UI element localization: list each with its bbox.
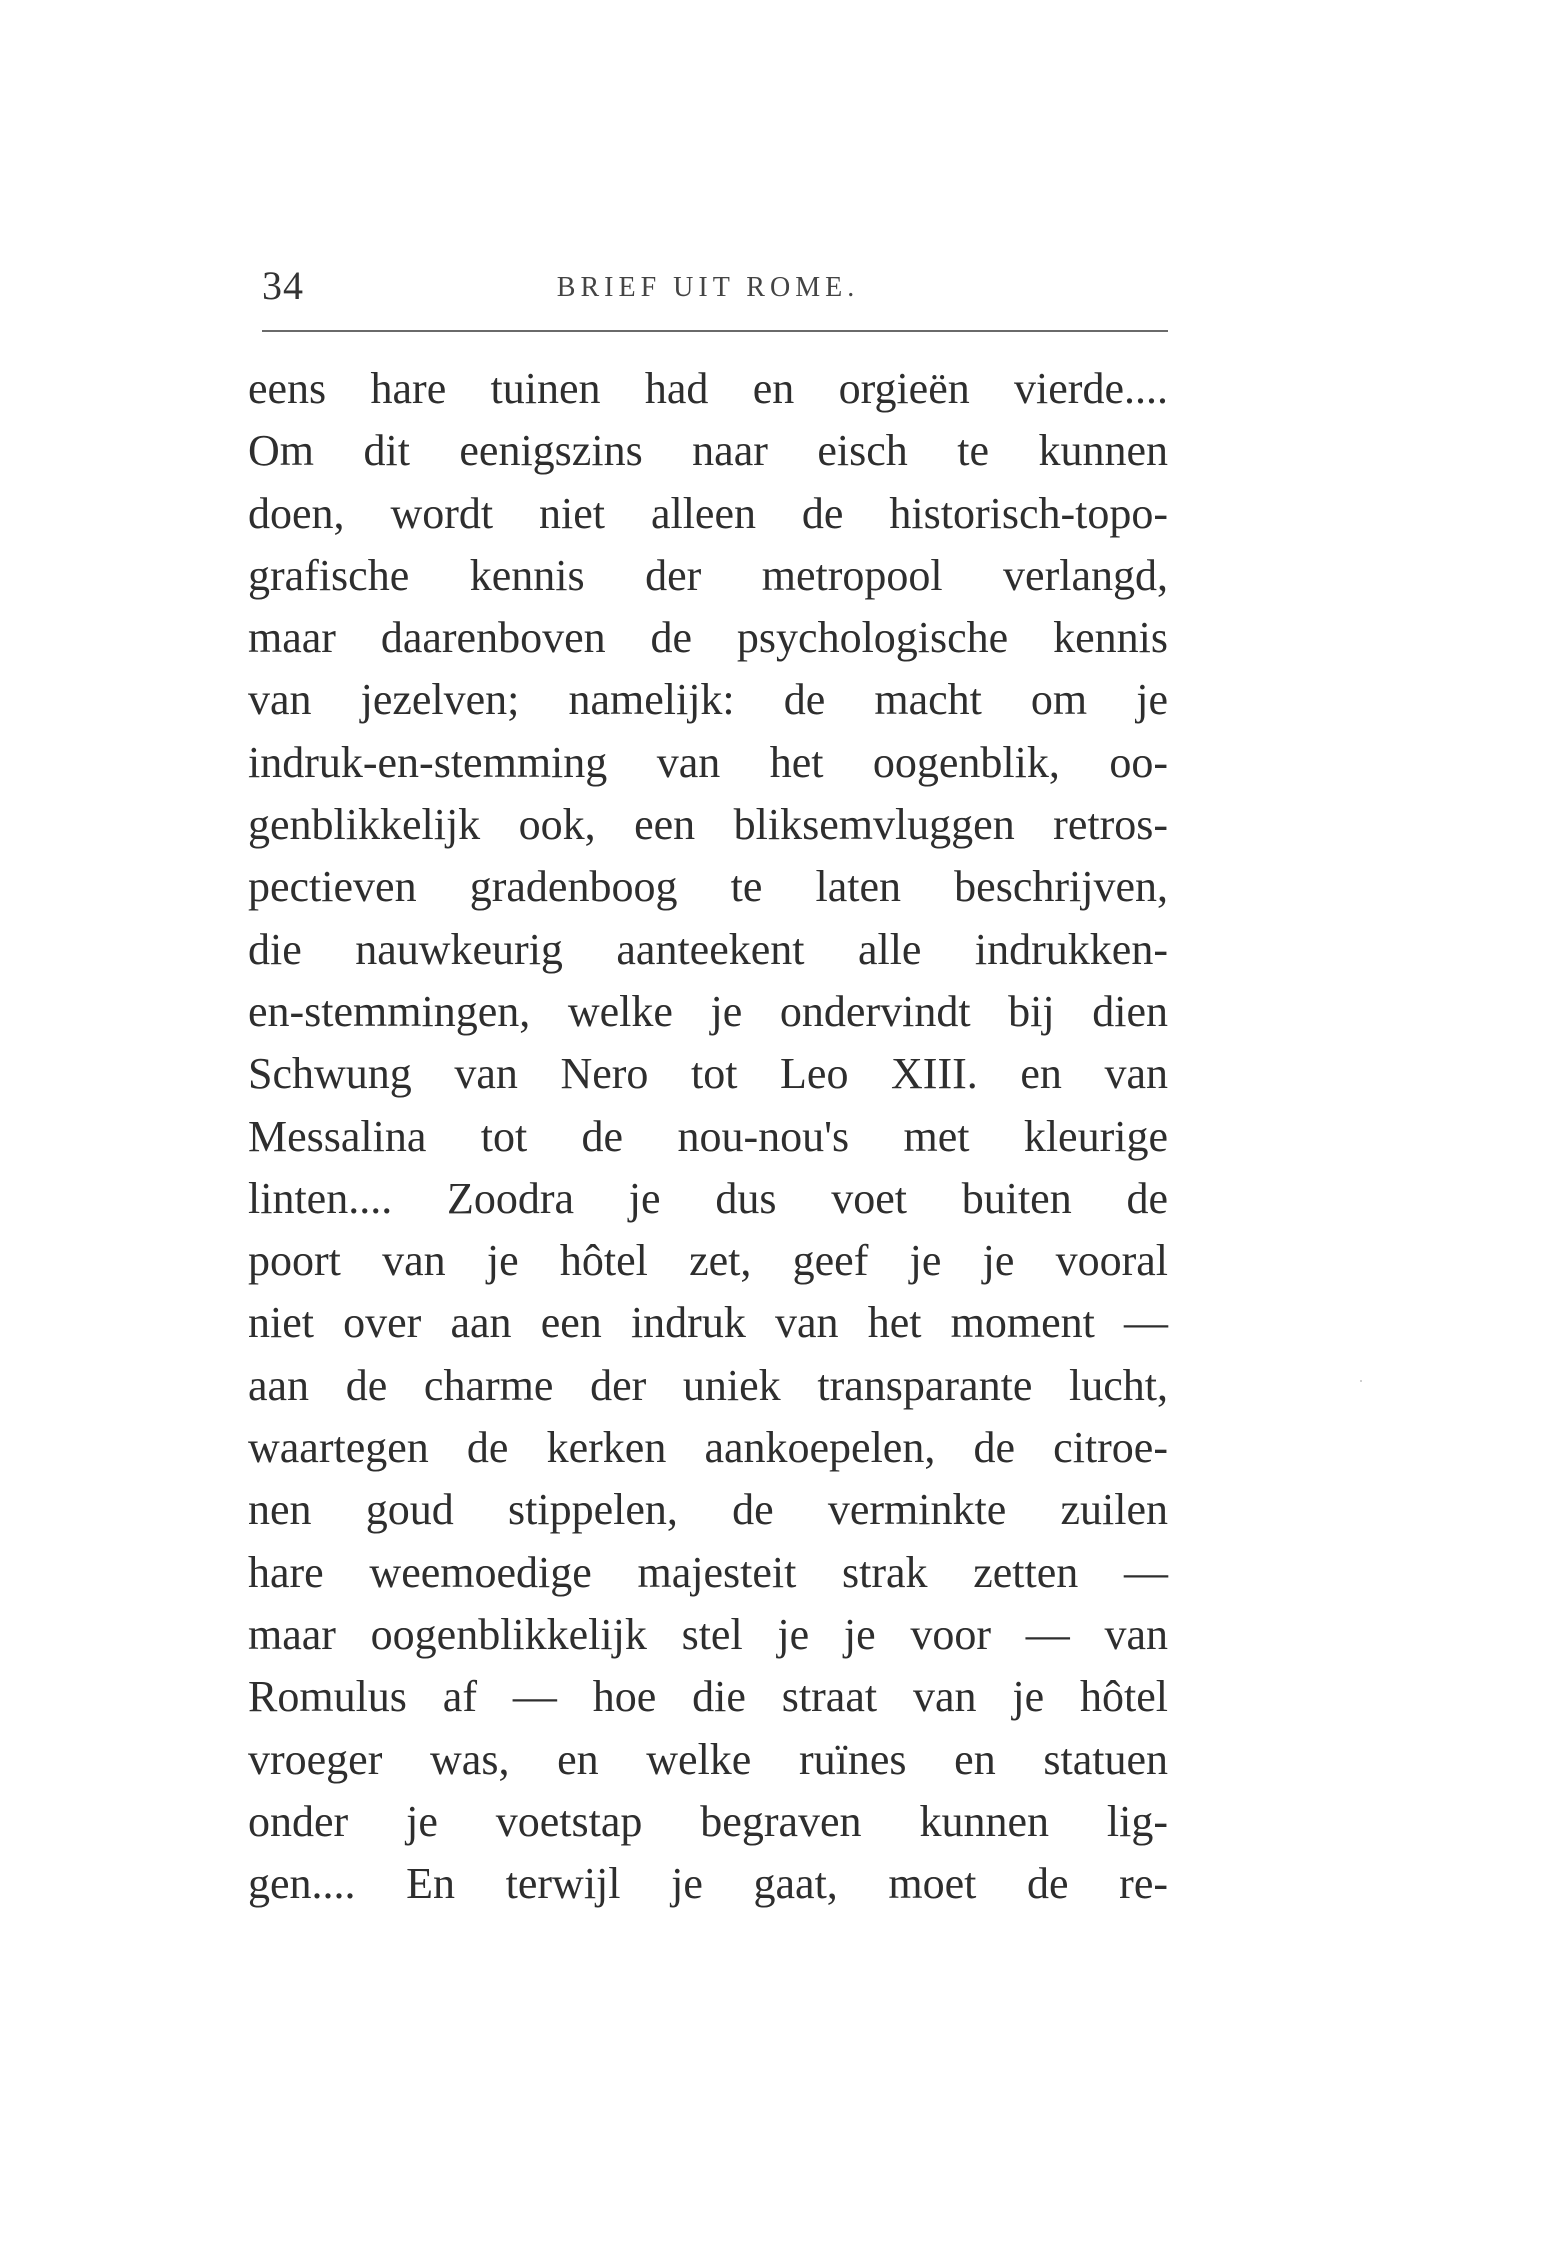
text-line: linten.... Zoodra je dus voet buiten de	[248, 1173, 1168, 1223]
text-line: van jezelven; namelijk: de macht om je	[248, 675, 1168, 725]
header-rule	[262, 330, 1168, 332]
text-line: poort van je hôtel zet, geef je je vooral	[248, 1236, 1168, 1286]
text-line: genblikkelijk ook, een bliksemvluggen retros-	[248, 800, 1168, 850]
text-line: hare weemoedige majesteit strak zetten —	[248, 1547, 1168, 1597]
text-line: indruk-en-stemming van het oogenblik, oo-	[248, 737, 1168, 787]
text-line: Om dit eenigszins naar eisch te kunnen	[248, 426, 1168, 476]
text-line: Romulus af — hoe die straat van je hôtel	[248, 1672, 1168, 1722]
page-number: 34	[262, 263, 304, 308]
text-line: aan de charme der uniek transparante lucht,	[248, 1360, 1168, 1410]
paper-speck	[1360, 1380, 1362, 1382]
text-line: Messalina tot de nou-nou's met kleurige	[248, 1111, 1168, 1161]
text-line: doen, wordt niet alleen de historisch-topo-	[248, 488, 1168, 538]
text-line: die nauwkeurig aanteekent alle indrukken-	[248, 924, 1168, 974]
text-line: vroeger was, en welke ruïnes en statuen	[248, 1734, 1168, 1784]
text-line: eens hare tuinen had en orgieën vierde....	[248, 364, 1168, 413]
text-line: Schwung van Nero tot Leo XIII. en van	[248, 1049, 1168, 1099]
text-line: pectieven gradenboog te laten beschrijven,	[248, 862, 1168, 912]
text-line: grafische kennis der metropool verlangd,	[248, 550, 1168, 600]
text-line: gen.... En terwijl je gaat, moet de re-	[248, 1859, 1168, 1909]
text-line: nen goud stippelen, de verminkte zuilen	[248, 1485, 1168, 1535]
text-line: onder je voetstap begraven kunnen lig-	[248, 1796, 1168, 1846]
page-header	[248, 256, 1168, 316]
text-line: niet over aan een indruk van het moment —	[248, 1298, 1168, 1348]
body-text	[248, 358, 1168, 1915]
text-line: en-stemmingen, welke je ondervindt bij dien	[248, 986, 1168, 1036]
running-title: BRIEF UIT ROME.	[556, 272, 860, 303]
text-line: maar oogenblikkelijk stel je je voor — van	[248, 1609, 1168, 1659]
text-line: maar daarenboven de psychologische kennis	[248, 613, 1168, 663]
text-line: waartegen de kerken aankoepelen, de citroe-	[248, 1423, 1168, 1473]
